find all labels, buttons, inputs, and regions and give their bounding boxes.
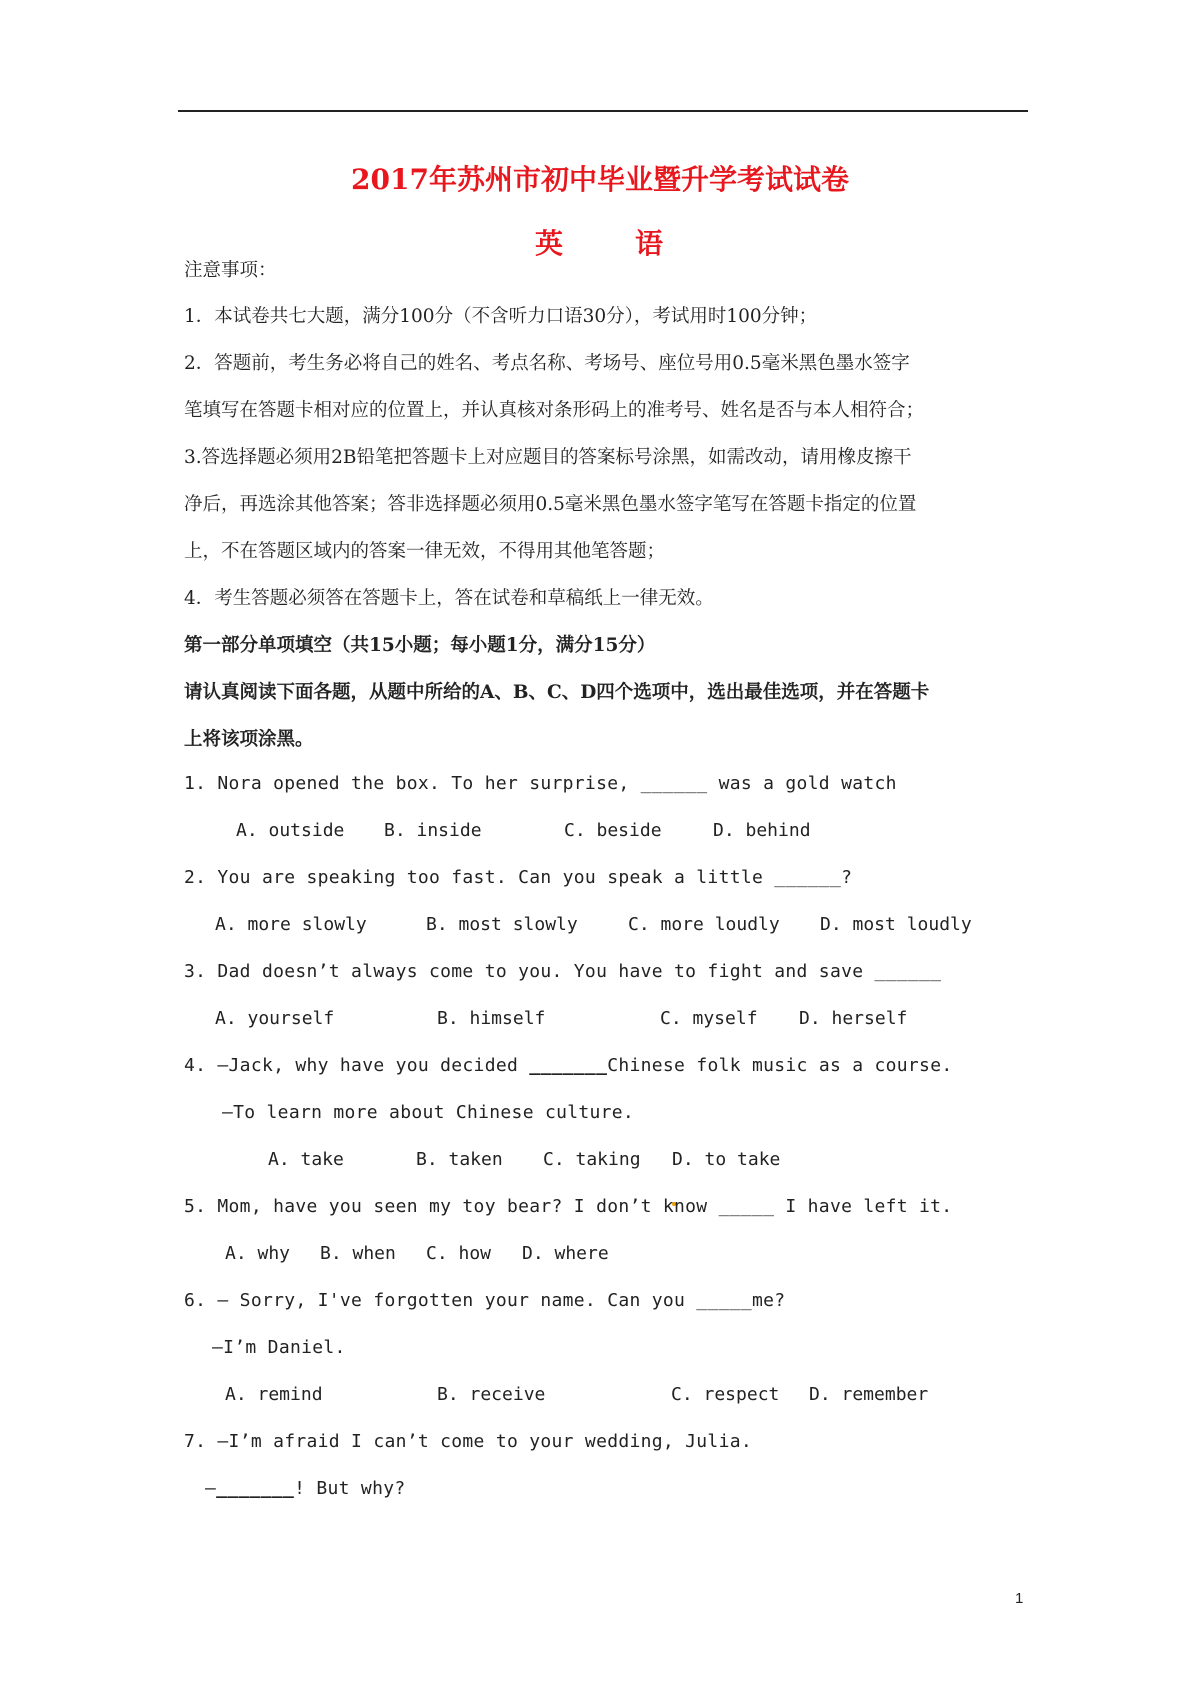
q4-option-b: B. taken xyxy=(416,1149,503,1170)
part1-instruction: 请认真阅读下面各题，从题中所给的A、B、C、D四个选项中，选出最佳选项，并在答题卡 xyxy=(184,682,930,703)
question-3-stem: 3. Dad doesn’t always come to you. You have to fight and save ______ xyxy=(184,961,942,982)
part1-instruction-cont: 上将该项涂黑。 xyxy=(184,729,314,750)
q6-option-d: D. remember xyxy=(809,1384,929,1405)
q7-blank: _______ xyxy=(216,1478,295,1499)
notice-heading: 注意事项： xyxy=(184,260,277,281)
question-5-stem: 5. Mom, have you seen my toy bear? I don’t know _____ I have left it. xyxy=(184,1196,953,1217)
q5-option-a: A. why xyxy=(225,1243,291,1264)
q4-reply: —To learn more about Chinese culture. xyxy=(222,1102,635,1123)
question-6-stem: 6. — Sorry, I've forgotten your name. Can you _____me? xyxy=(184,1290,786,1311)
q5-option-c: C. how xyxy=(426,1243,492,1264)
q6-reply: —I’m Daniel. xyxy=(212,1337,346,1358)
question-4-stem xyxy=(184,1055,952,1076)
q2-option-d: D. most loudly xyxy=(820,914,972,935)
question-1-stem: 1. Nora opened the box. To her surprise, ______ was a gold watch xyxy=(184,773,897,794)
q7-reply-pre: — xyxy=(205,1478,217,1499)
q3-option-c: C. myself xyxy=(660,1008,758,1029)
notice-item-1: 1．本试卷共七大题，满分100分（不含听力口语30分），考试用时100分钟； xyxy=(184,306,818,327)
q7-reply-post: ! But why? xyxy=(294,1478,406,1499)
q7-reply xyxy=(205,1478,405,1499)
q6-option-c: C. respect xyxy=(671,1384,780,1405)
subject-char-2: 语 xyxy=(635,227,666,260)
q6-option-a: A. remind xyxy=(225,1384,323,1405)
question-2-stem: 2. You are speaking too fast. Can you speak a little ______? xyxy=(184,867,853,888)
subject-char-1: 英 xyxy=(534,227,565,260)
q4-option-d: D. to take xyxy=(672,1149,781,1170)
q1-option-a: A. outside xyxy=(236,820,345,841)
q1-option-c: C. beside xyxy=(564,820,662,841)
q5-option-d: D. where xyxy=(522,1243,609,1264)
exam-title: 2017年苏州市初中毕业暨升学考试试卷 xyxy=(351,163,849,196)
q1-option-b: B. inside xyxy=(384,820,482,841)
q4-option-c: C. taking xyxy=(543,1149,641,1170)
q3-option-a: A. yourself xyxy=(215,1008,335,1029)
notice-item-4: 4．考生答题必须答在答题卡上，答在试卷和草稿纸上一律无效。 xyxy=(184,588,714,609)
q5-option-b: B. when xyxy=(320,1243,396,1264)
q3-option-b: B. himself xyxy=(437,1008,546,1029)
q1-option-d: D. behind xyxy=(713,820,811,841)
q6-option-b: B. receive xyxy=(437,1384,546,1405)
notice-item-3: 3.答选择题必须用2B铅笔把答题卡上对应题目的答案标号涂黑，如需改动，请用橡皮擦干 xyxy=(184,447,912,468)
q4-option-a: A. take xyxy=(268,1149,344,1170)
q4-stem-post: Chinese folk music as a course. xyxy=(607,1055,953,1076)
notice-item-2: 2．答题前，考生务必将自己的姓名、考点名称、考场号、座位号用0.5毫米黑色墨水签字 xyxy=(184,353,910,374)
notice-item-2-cont: 笔填写在答题卡相对应的位置上，并认真核对条形码上的准考号、姓名是否与本人相符合； xyxy=(184,400,925,421)
q4-blank: _______ xyxy=(529,1055,608,1076)
notice-item-3-cont2: 上，不在答题区域内的答案一律无效，不得用其他笔答题； xyxy=(184,541,666,562)
subject-title xyxy=(0,222,1200,262)
q2-option-b: B. most slowly xyxy=(426,914,578,935)
q2-option-c: C. more loudly xyxy=(628,914,780,935)
part1-heading: 第一部分单项填空（共15小题；每小题1分，满分15分） xyxy=(184,635,656,656)
page-number: 1 xyxy=(1015,1590,1024,1607)
question-7-stem: 7. —I’m afraid I can’t come to your wedding, Julia. xyxy=(184,1431,752,1452)
top-rule xyxy=(178,110,1028,112)
notice-item-3-cont: 净后，再选涂其他答案；答非选择题必须用0.5毫米黑色墨水签字笔写在答题卡指定的位置 xyxy=(184,494,917,515)
q4-stem-pre: 4. —Jack, why have you decided xyxy=(184,1055,530,1076)
q2-option-a: A. more slowly xyxy=(215,914,367,935)
q3-option-d: D. herself xyxy=(799,1008,908,1029)
